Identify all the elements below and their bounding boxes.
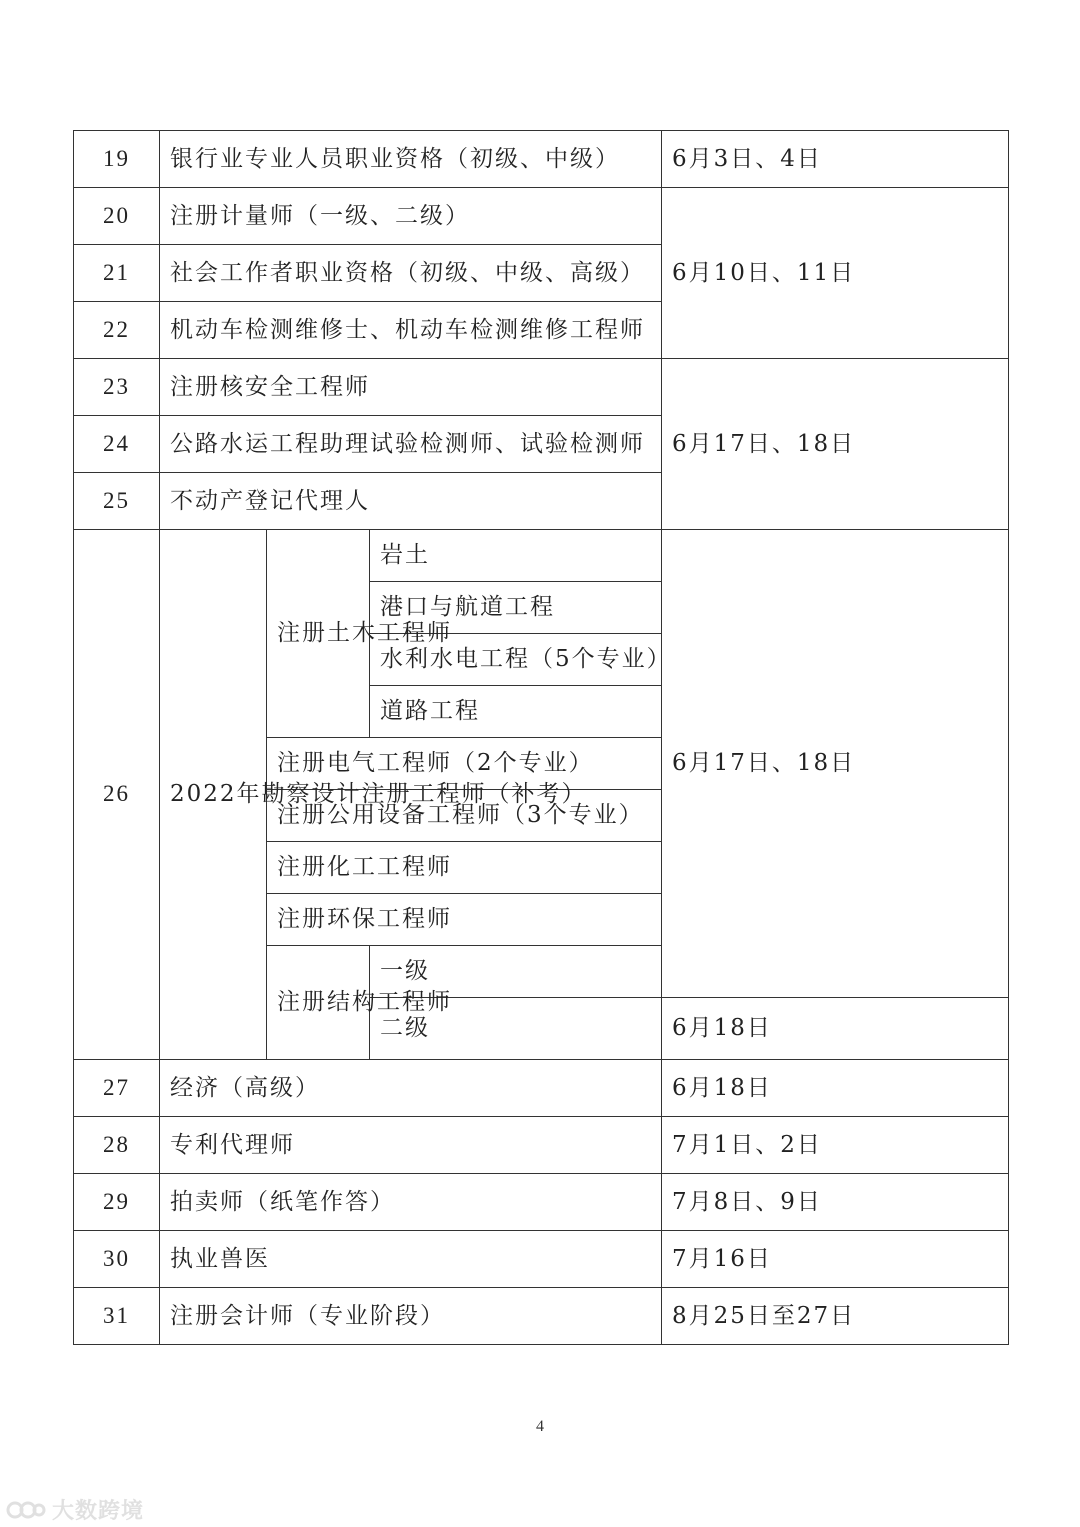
row-number: 21 xyxy=(74,245,160,302)
table-row xyxy=(74,530,1009,582)
table-row xyxy=(74,1060,1009,1117)
exam-date: 8月25日至27日 xyxy=(662,1288,1009,1345)
row-number: 31 xyxy=(74,1288,160,1345)
row-number: 22 xyxy=(74,302,160,359)
structural-level1: 一级 xyxy=(370,946,662,998)
exam-name: 不动产登记代理人 xyxy=(160,473,662,530)
exam-date: 7月16日 xyxy=(662,1231,1009,1288)
utility-engineer: 注册公用设备工程师（3个专业） xyxy=(267,790,662,842)
exam-name: 拍卖师（纸笔作答） xyxy=(160,1174,662,1231)
exam-date: 6月17日、18日 xyxy=(662,530,1009,998)
civil-sub-port: 港口与航道工程 xyxy=(370,582,662,634)
exam-date: 6月18日 xyxy=(662,1060,1009,1117)
exam-date: 7月1日、2日 xyxy=(662,1117,1009,1174)
exam-date: 6月10日、11日 xyxy=(662,188,1009,359)
table-row xyxy=(74,359,1009,416)
exam-group-title: 2022年勘察设计注册工程师（补考） xyxy=(160,530,267,1060)
exam-date: 6月17日、18日 xyxy=(662,359,1009,530)
row-number: 30 xyxy=(74,1231,160,1288)
structural-level2: 二级 xyxy=(370,998,662,1060)
page-number: 4 xyxy=(536,1418,544,1435)
exam-name: 银行业专业人员职业资格（初级、中级） xyxy=(160,131,662,188)
exam-name: 社会工作者职业资格（初级、中级、高级） xyxy=(160,245,662,302)
table-row xyxy=(74,1288,1009,1345)
watermark-text: 大数跨境 xyxy=(52,1499,145,1524)
row-number: 29 xyxy=(74,1174,160,1231)
civil-sub-road: 道路工程 xyxy=(370,686,662,738)
watermark-logo-icon xyxy=(6,1499,46,1521)
row-number: 27 xyxy=(74,1060,160,1117)
exam-name: 执业兽医 xyxy=(160,1231,662,1288)
exam-name: 公路水运工程助理试验检测师、试验检测师 xyxy=(160,416,662,473)
watermark xyxy=(6,1494,144,1525)
exam-name: 注册计量师（一级、二级） xyxy=(160,188,662,245)
exam-date: 6月18日 xyxy=(662,998,1009,1060)
civil-engineer-label: 注册土木工程师 xyxy=(267,530,370,738)
exam-name: 注册核安全工程师 xyxy=(160,359,662,416)
row-number: 20 xyxy=(74,188,160,245)
exam-name: 经济（高级） xyxy=(160,1060,662,1117)
exam-schedule-table xyxy=(73,130,1009,1345)
exam-date: 6月3日、4日 xyxy=(662,131,1009,188)
row-number: 26 xyxy=(74,530,160,1060)
row-number: 28 xyxy=(74,1117,160,1174)
exam-name: 注册会计师（专业阶段） xyxy=(160,1288,662,1345)
table-row xyxy=(74,1117,1009,1174)
row-number: 23 xyxy=(74,359,160,416)
exam-name: 机动车检测维修士、机动车检测维修工程师 xyxy=(160,302,662,359)
table-row xyxy=(74,188,1009,245)
table-row xyxy=(74,1231,1009,1288)
chemical-engineer: 注册化工工程师 xyxy=(267,842,662,894)
civil-sub-geotech: 岩土 xyxy=(370,530,662,582)
civil-sub-water: 水利水电工程（5个专业） xyxy=(370,634,662,686)
structural-engineer-label: 注册结构工程师 xyxy=(267,946,370,1060)
exam-date: 7月8日、9日 xyxy=(662,1174,1009,1231)
table-row xyxy=(74,1174,1009,1231)
exam-name: 专利代理师 xyxy=(160,1117,662,1174)
electrical-engineer: 注册电气工程师（2个专业） xyxy=(267,738,662,790)
table-row xyxy=(74,131,1009,188)
environmental-engineer: 注册环保工程师 xyxy=(267,894,662,946)
row-number: 24 xyxy=(74,416,160,473)
row-number: 19 xyxy=(74,131,160,188)
row-number: 25 xyxy=(74,473,160,530)
